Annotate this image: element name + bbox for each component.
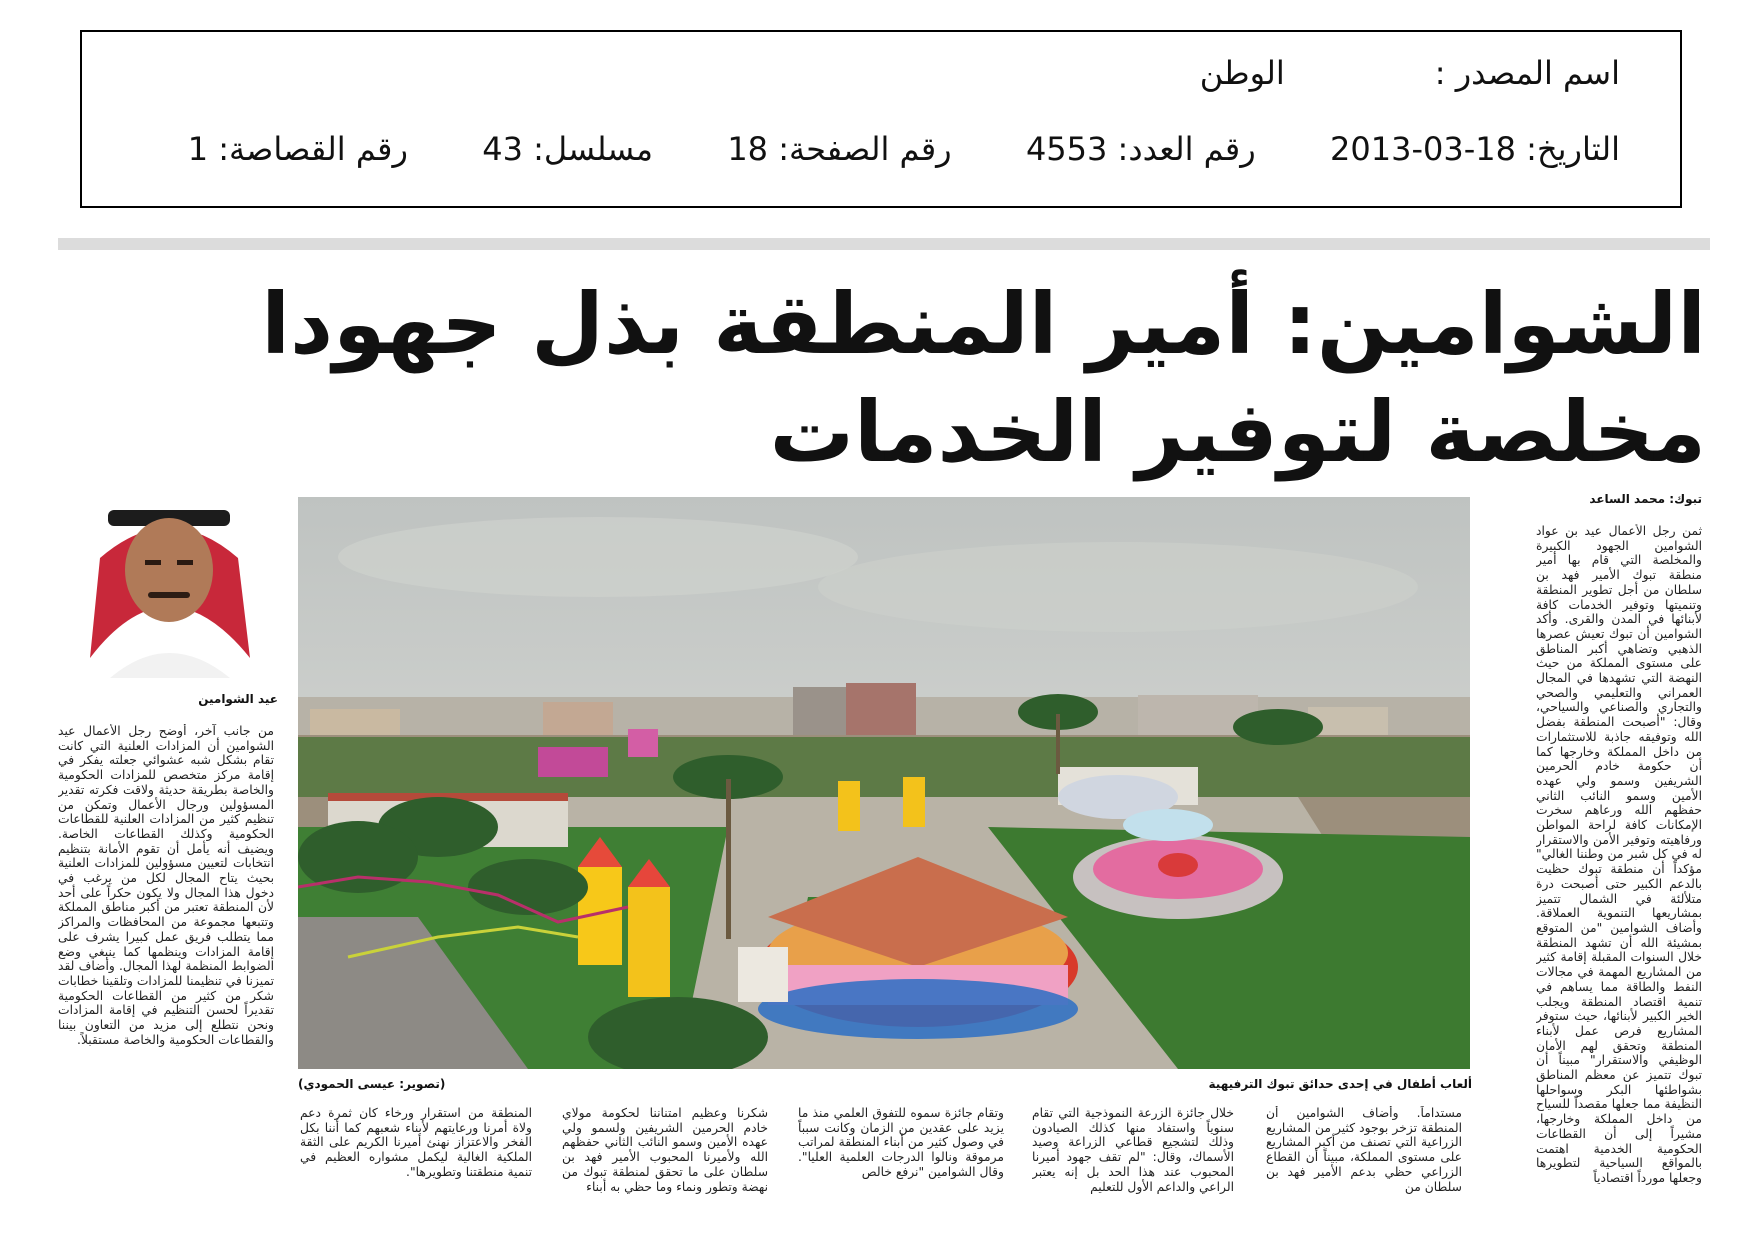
issue-label: رقم العدد: (1117, 130, 1256, 168)
date-value: 2013-03-18 (1330, 130, 1516, 168)
portrait-illustration (60, 488, 278, 678)
article-column-left: من جانب آخر، أوضح رجل الأعمال عيد الشوامين أن المزادات العلنية التي كانت تقام بشكل شبه عشوائي جعلته يفكر في إقامة مركز متخصص للمزادات الحكومية والخاصة بطريقة حديثة ولاقت فكرته تقدير المسؤولين ورجال الأعمال وتمكن من تنظيم كثير من المزادات العلنية للقطاعات الحكومية وكذلك القطاعات الخاصة. ويضيف أنه يأمل أن تقوم الأمانة بتنظيم انتخابات لتعيين مسؤولين للمزادات العلنية بحيث يتاح المجال لكل من يرغب في دخول هذا المجال ولا يكون حكراً على أحد لأن المنطقة تعتبر من أكبر مناطق المملكة وتتبعها مجموعة من المحافظات والمراكز مما يتطلب فريق عمل كبيرا يشرف على إقامة المزادات وينظمها كما ينبغي وضع الضوابط المنظمة لهذا المجال. وأضاف لقد تميزنا في تنظيمنا للمزادات وتلقينا خطابات شكر من كثير من القطاعات الحكومية تقديراً لحسن التنظيم في إقامة المزادات ونحن نتطلع إلى مزيد من التعاون بيننا والقطاعات الحكومية والخاصة مستقبلاً. (58, 724, 274, 1047)
date-label: التاريخ: (1526, 130, 1620, 168)
bottom-column-4: شكرنا وعظيم امتناننا لحكومة مولاي خادم الحرمين الشريفين ولسمو ولي عهده الأمين وسمو النائب الثاني حفظهم الله ولأميرنا المحبوب الأمير فهد بن سلطان على ما تحقق لمنطقة تبوك من نهضة وتطور ونماء وما حظي به أبناء (562, 1106, 768, 1194)
source-label: اسم المصدر : (1434, 54, 1620, 92)
park-scene-illustration (298, 497, 1470, 1069)
newspaper-top-rule (58, 238, 1710, 250)
photo-credit: (تصوير: عيسى الحمودي) (298, 1077, 446, 1091)
details-row (188, 130, 1620, 168)
article-headline (146, 270, 1706, 486)
headline-line-2: مخلصة لتوفير الخدمات (769, 383, 1706, 481)
page-value: 18 (727, 130, 769, 168)
headline-line-1: الشوامين: أمير المنطقة بذل جهودا (261, 275, 1706, 373)
byline: تبوك: محمد الساعد (1589, 492, 1702, 506)
clip-value: 1 (187, 130, 209, 168)
bottom-column-1: مستداماً. وأضاف الشوامين أن المنطقة تزخر بوجود كثير من المشاريع الزراعية التي تصنف من أكبر المشاريع على مستوى المملكة، مبيناً أن القطاع الزراعي حظي بدعم الأمير فهد بن سلطان من (1266, 1106, 1462, 1194)
amusement-park-photo (298, 497, 1470, 1069)
photo-caption: ألعاب أطفال في إحدى حدائق تبوك الترفيهية (1208, 1077, 1472, 1091)
serial-value: 43 (482, 130, 523, 168)
bottom-column-5: المنطقة من استقرار ورخاء كان ثمرة دعم ولاة أمرنا ورعايتهم لأبناء شعبهم كما أننا بكل الفخر والاعتزاز نهنئ أميرنا الكريم على الثقة الملكية الغالية ليكمل مشواره العظيم في تنمية منطقتنا وتطويرها". (300, 1106, 532, 1179)
serial-label: مسلسل: (533, 130, 653, 168)
article-column-right: ثمن رجل الأعمال عيد بن عواد الشوامين الجهود الكبيرة والمخلصة التي قام بها أمير منطقة تبوك الأمير فهد بن سلطان من أجل تطوير المنطقة وتنميتها وتوفير الخدمات كافة لأبنائها في المدن والقرى. وأكد الشوامين أن تبوك تعيش عصرها الذهبي وتضاهي أكبر المناطق على مستوى المملكة من حيث النهضة التي تشهدها في المجال العمراني والتعليمي والصحي والتجاري والصناعي والسياحي، وقال: "أصبحت المنطقة بفضل الله وتوفيقه جاذبة للاستثمارات من داخل المملكة وخارجها كما أن حكومة خادم الحرمين الشريفين وسمو ولي عهده الأمين وسمو النائب الثاني حفظهم الله ورعاهم سخرت الإمكانات كافة لراحة المواطن ورفاهيته وتوفير الأمن والاستقرار له في كل شبر من وطننا الغالي" مؤكداً أن منطقة تبوك حظيت بالدعم الكبير حتى أصبحت درة متلألئة في الشمال تتميز بمشاريعها التنموية العملاقة. وأضاف الشوامين "من المتوقع بمشيئة الله أن تشهد المنطقة خلال السنوات المقبلة إقامة كثير من المشاريع المهمة في مجالات النفط والطاقة مما يساهم في تنمية اقتصاد المنطقة ويجلب الخير الكبير لأبنائها، حيث ستوفر المشاريع فرص عمل لأبناء المنطقة وتحقق لهم الأمان الوظيفي والاستقرار" مبيناً أن تبوك تتميز عن معظم المناطق بشواطئها البكر وسواحلها النظيفة مما جعلها مقصداً للسياح من داخل المملكة وخارجها، مشيراً إلى أن القطاعات الحكومية الخدمية اهتمت بالمواقع السياحية لتطويرها وجعلها مورداً اقتصادياً (1536, 524, 1702, 1185)
source-value: الوطن (1199, 54, 1285, 92)
bottom-column-3: وتقام جائزة سموه للتفوق العلمي منذ ما يزيد على عقدين من الزمان وكانت سبباً في وصول كثير من أبناء المنطقة لمراتب مرموقة ونالوا الدرجات العلمية العليا". وقال الشوامين "نرفع خالص (798, 1106, 1004, 1179)
page-label: رقم الصفحة: (778, 130, 952, 168)
clipping-metadata-box (80, 30, 1682, 208)
bottom-column-2: خلال جائزة الزرعة النموذجية التي تقام سنوياً واستفاد منها كذلك الصيادون وذلك لتشجيع قطاعي الزراعة وصيد الأسماك، وقال: "لم تقف جهود أميرنا المحبوب عند هذا الحد بل إنه يعتبر الراعي والداعم الأول للتعليم (1032, 1106, 1234, 1194)
portrait-photo (60, 488, 278, 678)
source-row (1200, 54, 1620, 92)
issue-value: 4553 (1025, 130, 1108, 168)
clip-label: رقم القصاصة: (218, 130, 408, 168)
portrait-caption: عيد الشوامين (198, 692, 278, 706)
